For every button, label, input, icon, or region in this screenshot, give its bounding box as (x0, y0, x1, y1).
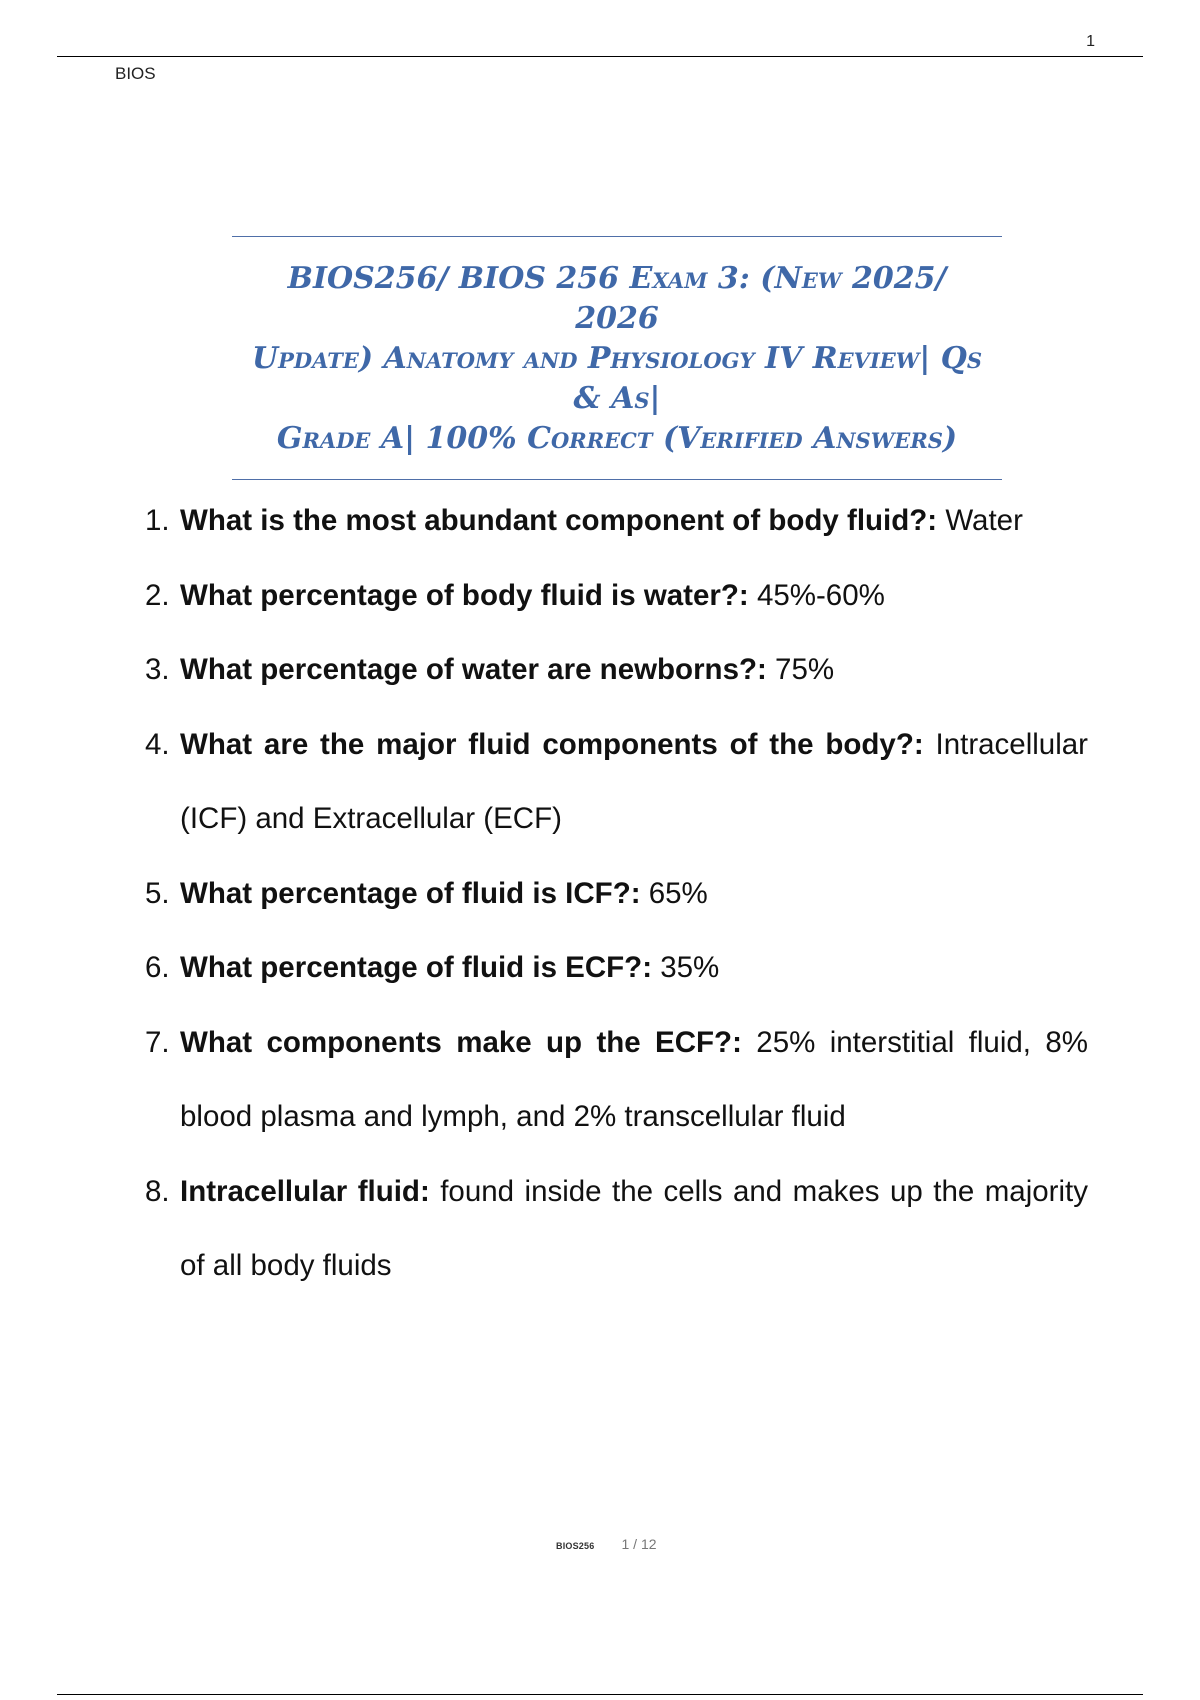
question-text: What percentage of fluid is ICF?: (180, 876, 649, 910)
answer-text: 25% interstitial fluid, 8% blood plasma and lymph, and 2% transcellular fluid (180, 1025, 1088, 1133)
item-number: 8. (145, 1174, 170, 1208)
question-text: What components make up the ECF?: (180, 1025, 757, 1059)
header-label: BIOS (115, 64, 156, 83)
answer-text: Water (945, 504, 1023, 537)
item-number: 5. (145, 876, 170, 910)
item-number: 2. (145, 578, 170, 612)
item-number: 3. (145, 653, 170, 686)
title-line-2: Update) Anatomy and Physiology IV Review| Qs & As| (251, 341, 983, 416)
list-item (140, 484, 1088, 559)
header-rule (57, 56, 1143, 57)
question-text: Intracellular fluid: (180, 1174, 441, 1208)
answer-text: found inside the cells and makes up the majority of all body fluids (180, 1174, 1088, 1282)
list-item (140, 633, 1088, 708)
footer-page-count: 1 / 12 (621, 1536, 657, 1552)
item-number: 7. (145, 1025, 170, 1059)
page-number: 1 (1086, 33, 1095, 50)
page-footer (556, 1536, 657, 1552)
title-line-3: Grade A| 100% Correct (Verified Answers) (276, 421, 958, 456)
item-number: 6. (145, 951, 170, 984)
question-list (140, 484, 1088, 1304)
item-number: 4. (145, 727, 170, 761)
document-title (232, 236, 1002, 480)
question-text: What percentage of water are newborns?: (180, 653, 776, 686)
question-text: What is the most abundant component of body fluid?: (180, 504, 946, 537)
answer-text: 65% (648, 876, 708, 910)
question-text: What percentage of fluid is ECF?: (180, 951, 661, 984)
list-item (140, 857, 1088, 932)
bottom-rule (57, 1694, 1143, 1695)
answer-text: 45%-60% (756, 578, 885, 612)
list-item (140, 1006, 1088, 1155)
footer-code: BIOS256 (556, 1541, 595, 1551)
list-item (140, 708, 1088, 857)
answer-text: Intracellular (ICF) and Extracellular (ECF) (180, 727, 1088, 835)
list-item (140, 1155, 1088, 1304)
title-line-1: BIOS256/ BIOS 256 Exam 3: (New 2025/ 2026 (287, 261, 947, 336)
item-number: 1. (145, 504, 170, 537)
list-item (140, 931, 1088, 1006)
answer-text: 35% (660, 951, 720, 984)
answer-text: 75% (775, 653, 835, 686)
question-text: What are the major fluid components of the body?: (180, 727, 936, 761)
list-item (140, 559, 1088, 634)
question-text: What percentage of body fluid is water?: (180, 578, 757, 612)
